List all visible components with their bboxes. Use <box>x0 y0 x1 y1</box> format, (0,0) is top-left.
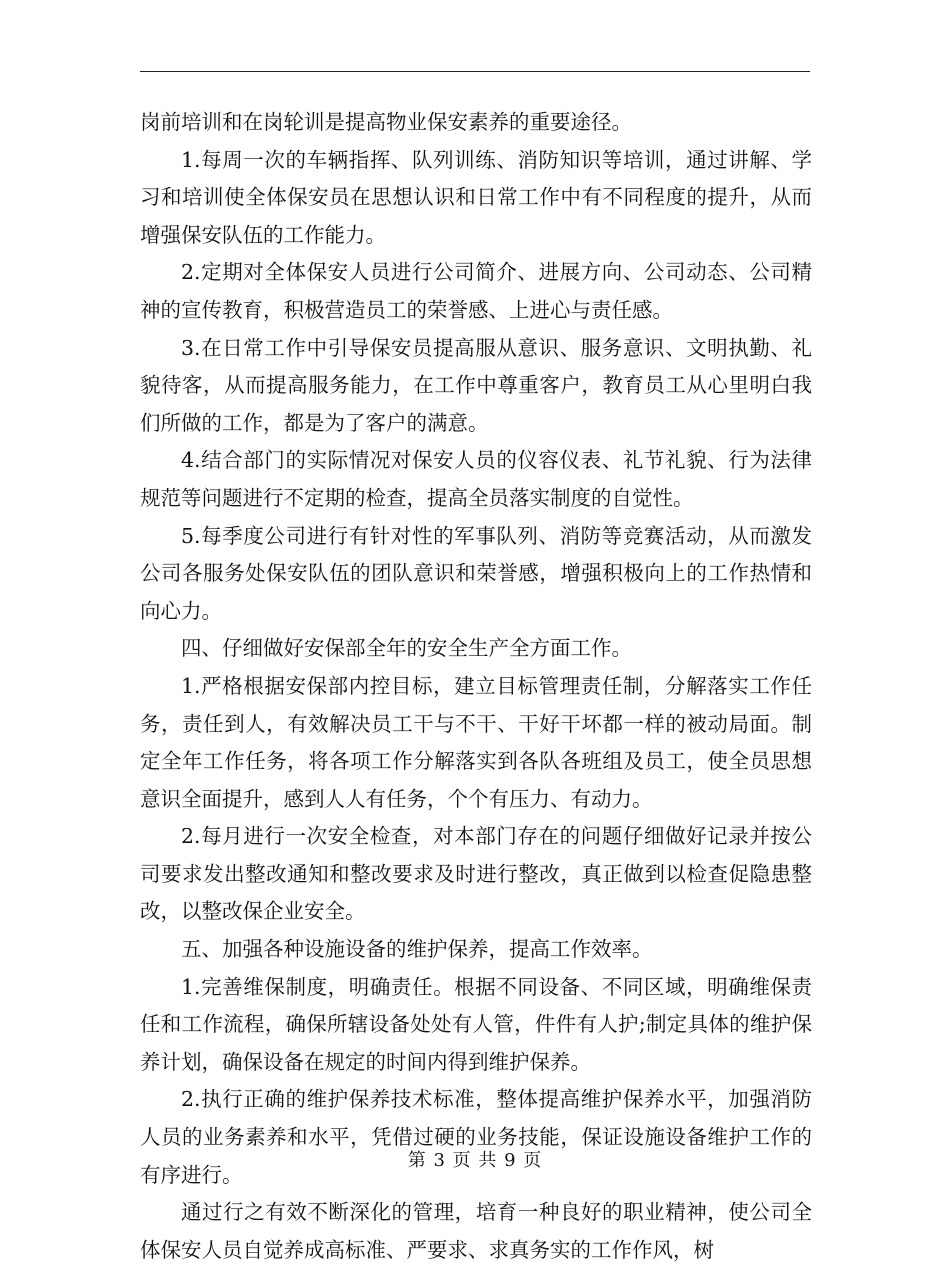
paragraph-13: 通过行之有效不断深化的管理，培育一种良好的职业精神，使公司全体保安人员自觉养成高标准、严要求、求真务实的工作作风，树 <box>140 1200 812 1262</box>
paragraph-9: 2.每月进行一次安全检查，对本部门存在的问题仔细做好记录并按公司要求发出整改通知和整改要求及时进行整改，真正做到以检查促隐患整改，以整改保企业安全。 <box>140 824 812 924</box>
paragraph-11: 1.完善维保制度，明确责任。根据不同设备、不同区域，明确维保责任和工作流程，确保所辖设备处处有人管，件件有人护;制定具体的维护保养计划，确保设备在规定的时间内得到维护保养。 <box>140 974 812 1074</box>
paragraph-6: 5.每季度公司进行有针对性的军事队列、消防等竞赛活动，从而激发公司各服务处保安队伍的团队意识和荣誉感，增强积极向上的工作热情和向心力。 <box>140 523 812 623</box>
paragraph-12: 2.执行正确的维护保养技术标准，整体提高维护保养水平，加强消防人员的业务素养和水平，凭借过硬的业务技能，保证设施设备维护工作的有序进行。 <box>140 1087 812 1187</box>
page-footer: 第 3 页 共 9 页 <box>407 1150 543 1171</box>
document-body <box>140 104 812 1269</box>
section-heading-4: 四、仔细做好安保部全年的安全生产全方面工作。 <box>181 636 632 661</box>
paragraph-2: 1.每周一次的车辆指挥、队列训练、消防知识等培训，通过讲解、学习和培训使全体保安员在思想认识和日常工作中有不同程度的提升，从而增强保安队伍的工作能力。 <box>140 147 812 247</box>
paragraph-1: 岗前培训和在岗轮训是提高物业保安素养的重要途径。 <box>140 110 632 134</box>
paragraph-4: 3.在日常工作中引导保安员提高服从意识、服务意识、文明执勤、礼貌待客，从而提高服务能力，在工作中尊重客户，教育员工从心里明白我们所做的工作，都是为了客户的满意。 <box>140 335 812 435</box>
section-heading-5: 五、加强各种设施设备的维护保养，提高工作效率。 <box>181 937 653 962</box>
paragraph-5: 4.结合部门的实际情况对保安人员的仪容仪表、礼节礼貌、行为法律规范等问题进行不定期的检查，提高全员落实制度的自觉性。 <box>140 448 812 510</box>
paragraph-3: 2.定期对全体保安人员进行公司简介、进展方向、公司动态、公司精神的宣传教育，积极营造员工的荣誉感、上进心与责任感。 <box>140 260 812 322</box>
paragraph-8: 1.严格根据安保部内控目标，建立目标管理责任制，分解落实工作任务，责任到人，有效解决员工干与不干、干好干坏都一样的被动局面。制定全年工作任务，将各项工作分解落实到各队各班组及员工，使全员思想意识全面提升，感到人人有任务，个个有压力、有动力。 <box>140 673 812 811</box>
header-rule <box>140 71 810 72</box>
